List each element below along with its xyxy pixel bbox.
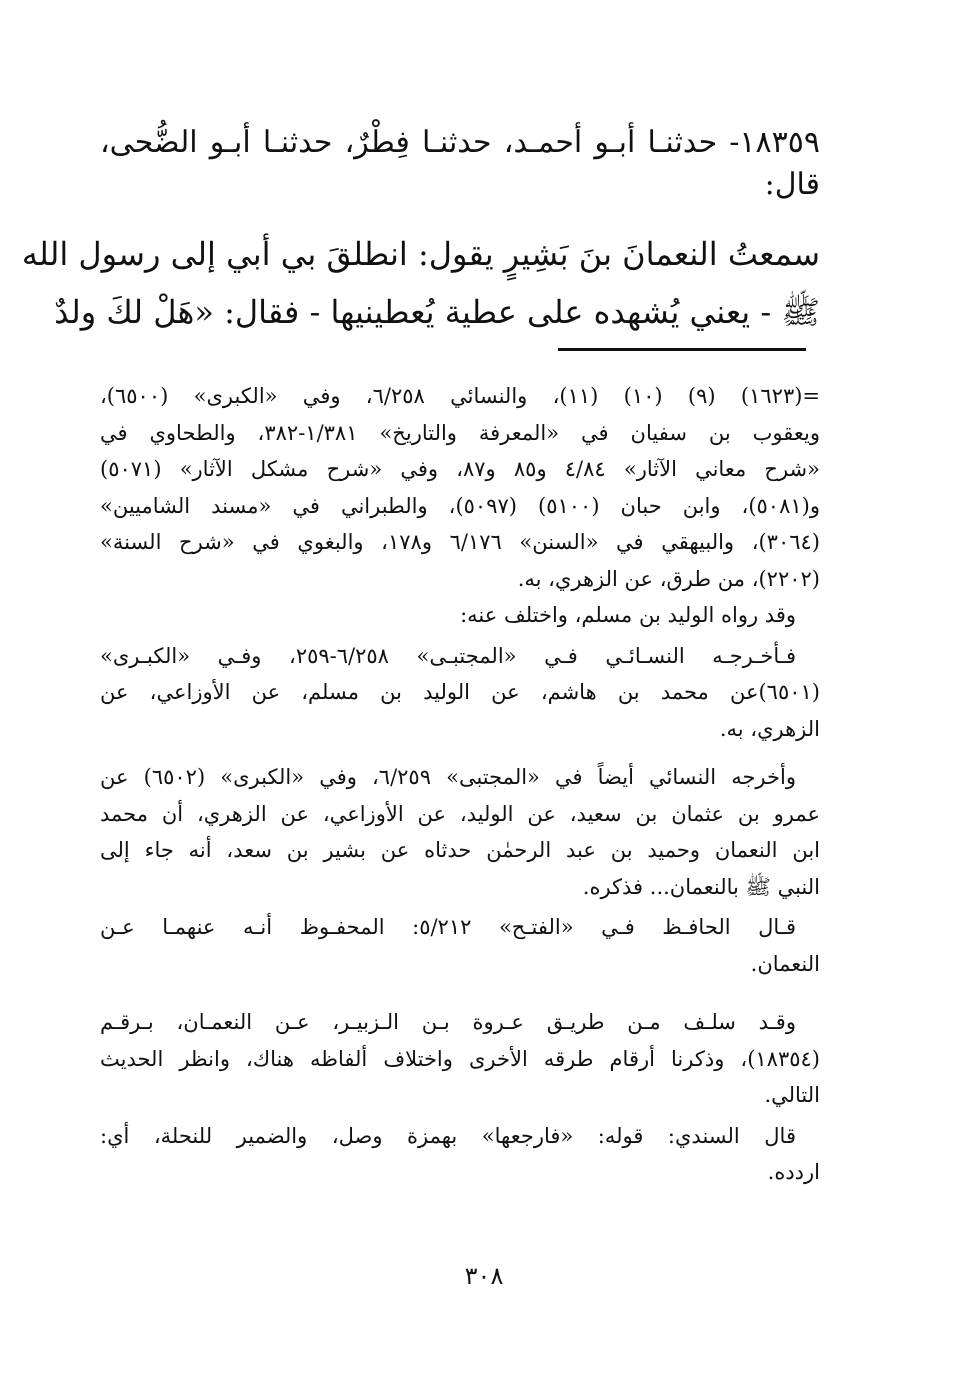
footnote-line: وقد رواه الوليد بن مسلم، واختلف عنه: — [460, 603, 796, 627]
footnote-line: اردده. — [767, 1160, 820, 1184]
footnote-paragraph — [100, 909, 820, 982]
hadith-matn-line: ﷺ - يعني يُشهده على عطية يُعطينيها - فقال: «هَلْ لكَ ولدٌ — [54, 293, 820, 331]
footnote-line: النبي ﷺ بالنعمان... فذكره. — [582, 874, 820, 899]
footnote-line: عمرو بن عثمان بن سعيد، عن الوليد، عن الأوزاعي، عن الزهري، أن محمد — [100, 801, 820, 826]
footnote-line: وأخرجه النسائي أيضاً في «المجتبى» ٦/٢٥٩، وفي «الكبرى» (٦٥٠٢) عن — [100, 765, 796, 789]
footnote-line: =(١٦٢٣) (٩) (١٠) (١١)، والنسائي ٦/٢٥٨، وفي «الكبرى» (٦٥٠٠)، — [100, 384, 821, 408]
footnote-line: (٦٥٠١)عن محمد بن هاشم، عن الوليد بن مسلم، عن الأوزاعي، عن — [100, 680, 820, 704]
footnote-line: (٣٠٦٤)، والبيهقي في «السنن» ٦/١٧٦ و١٧٨، والبغوي في «شرح السنة» — [100, 530, 820, 554]
footnote-line: التالي. — [764, 1083, 820, 1107]
footnote-paragraph — [100, 759, 820, 905]
hadith-isnad-line: قال: — [764, 167, 820, 202]
hadith-isnad-line: ١٨٣٥٩- حدثنـا أبـو أحمـد، حدثنـا فِطْرٌ، حدثنـا أبـو الضُّحى، — [100, 125, 820, 160]
footnote-separator — [558, 348, 806, 351]
footnote-line: (٢٢٠٢)، من طرق، عن الزهري، به. — [517, 566, 820, 591]
page-number: ٣٠٨ — [464, 1262, 504, 1290]
footnote-line: قـال الحافـظ فـي «الفتـح» ٥/٢١٢: المحفـوظ أنـه عنهمـا عـن — [100, 915, 797, 939]
footnote-line: ابن النعمان وحميد بن عبد الرحمٰن حدثاه عن بشير بن سعد، أنه جاء إلى — [100, 838, 820, 862]
footnote-paragraph — [100, 597, 820, 634]
footnote-paragraph — [100, 1004, 820, 1114]
footnote-paragraph — [100, 638, 820, 748]
hadith-isnad — [100, 122, 820, 206]
footnote-line: ويعقوب بن سفيان في «المعرفة والتاريخ» ١/٣٨١-٣٨٢، والطحاوي في — [100, 420, 820, 445]
footnote-line: (١٨٣٥٤)، وذكرنا أرقام طرقه الأخرى واختلاف ألفاظه هناك، وانظر الحديث — [100, 1046, 820, 1071]
footnote-line: الزهري، به. — [719, 716, 820, 741]
footnote-paragraph — [100, 378, 820, 597]
footnotes — [100, 378, 820, 1191]
footnote-line: النعمان. — [750, 951, 820, 976]
hadith-matn — [21, 225, 820, 341]
footnote-line: فـأخـرجـه النسـائـي فـي «المجتبـى» ٦/٢٥٨-٢٥٩، وفـي «الكبـرى» — [100, 643, 796, 668]
footnote-line: وقـد سلـف مـن طريـق عـروة بـن الـزبيـر، عـن النعمـان، بـرقـم — [100, 1010, 796, 1034]
footnote-line: «شرح معاني الآثار» ٤/٨٤ و٨٥ و٨٧، وفي «شرح مشكل الآثار» (٥٠٧١) — [100, 457, 820, 481]
hadith-matn-line: سمعتُ النعمانَ بنَ بَشِيرٍ يقول: انطلقَ بي أبي إلى رسول الله — [21, 235, 820, 273]
footnote-paragraph — [100, 1118, 820, 1191]
footnote-line: قال السندي: قوله: «فارجعها» بهمزة وصل، والضمير للنحلة، أي: — [100, 1123, 796, 1148]
footnote-line: و(٥٠٨١)، وابن حبان (٥١٠٠) (٥٠٩٧)، والطبراني في «مسند الشاميين» — [100, 493, 820, 518]
